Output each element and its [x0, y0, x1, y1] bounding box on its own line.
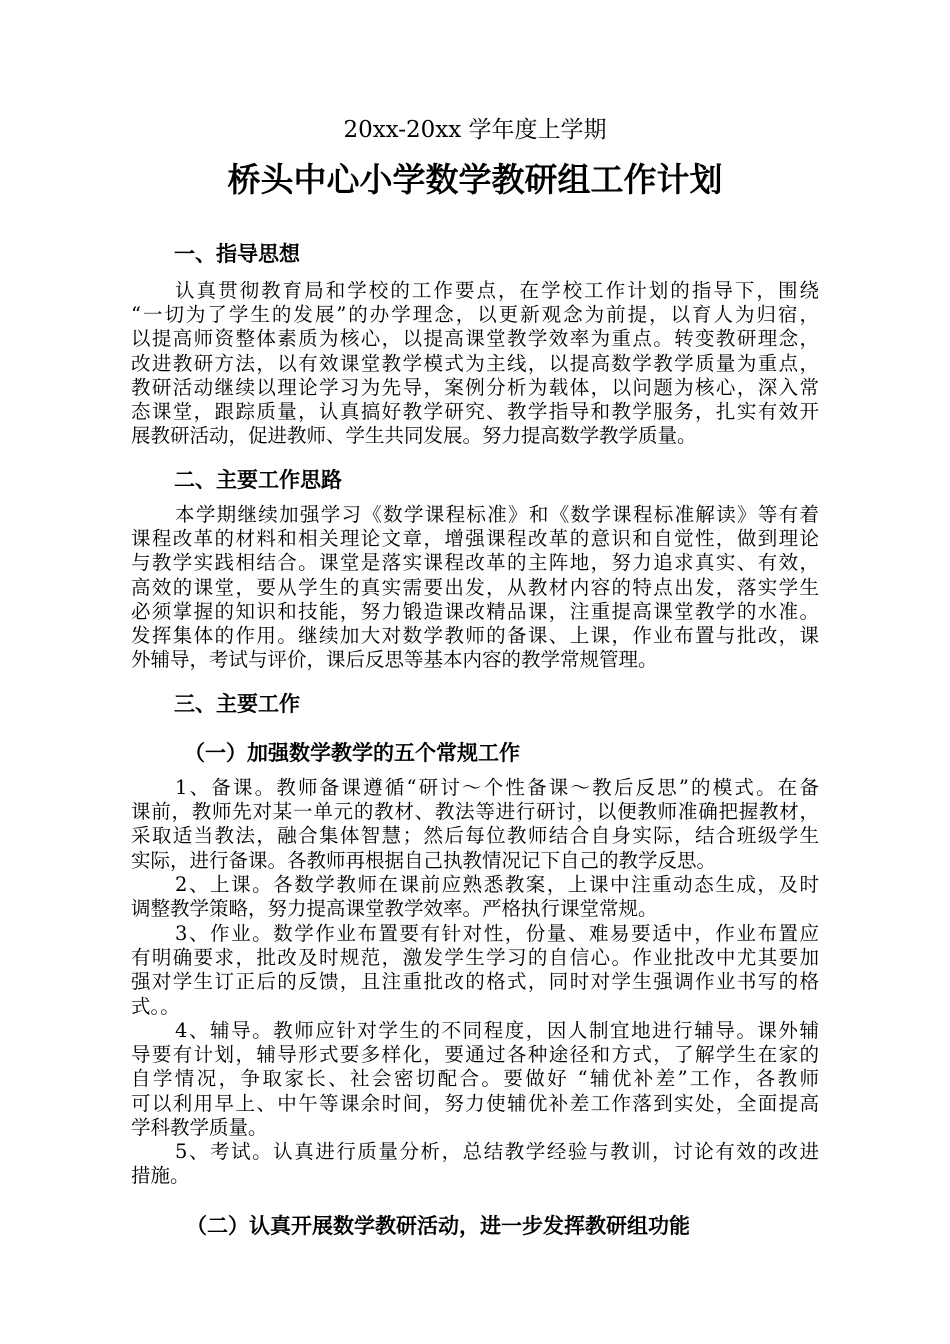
text-line: 调整教学策略，努力提高课堂教学效率。严格执行课堂常规。 — [131, 897, 658, 921]
text-line: 学科教学质量。 — [131, 1115, 268, 1139]
paragraph-teaching — [131, 873, 819, 921]
text-line: 有明确要求，批改及时规范，激发学生学习的自信心。作业批改中尤其要加 — [131, 946, 819, 970]
text-line: 教研活动继续以理论学习为先导，案例分析为载体，以问题为核心，深入常 — [131, 375, 819, 399]
text-line: 与教学实践相结合。课堂是落实课程改革的主阵地，努力追求真实、有效， — [131, 551, 819, 575]
text-line: 可以利用早上、中午等课余时间，努力使辅优补差工作落到实处，全面提高 — [131, 1091, 819, 1115]
text-line: 措施。 — [131, 1164, 190, 1188]
paragraph-tutoring — [131, 1019, 819, 1140]
text-line: 外辅导，考试与评价，课后反思等基本内容的教学常规管理。 — [131, 648, 658, 672]
text-line: 3、作业。数学作业布置要有针对性，份量、难易要适中，作业布置应 — [175, 922, 819, 945]
text-line: 1、备课。教师备课遵循“研讨～个性备课～教后反思”的模式。在备 — [175, 776, 819, 799]
text-line: 自学情况，争取家长、社会密切配合。要做好 “辅优补差”工作，各教师 — [131, 1067, 819, 1091]
paragraph-homework — [131, 922, 819, 1019]
text-line: 课程改革的材料和相关理论文章，增强课程改革的意识和自觉性，做到理论 — [131, 527, 819, 551]
text-line: 实际，进行备课。各教师再根据自己执教情况记下自己的教学反思。 — [131, 848, 717, 872]
paragraph-exams — [131, 1140, 819, 1188]
text-line: “一切为了学生的发展”的办学理念，以更新观念为前提，以育人为归宿， — [131, 303, 819, 327]
text-line: 以提高师资整体素质为核心，以提高课堂教学效率为重点。转变教研理念， — [131, 327, 819, 351]
document-subtitle: 20xx-20xx 学年度上学期 — [343, 117, 607, 143]
text-line: 态课堂，跟踪质量，认真搞好教学研究、教学指导和教学服务，扎实有效开 — [131, 400, 819, 424]
section-heading-work-approach: 二、主要工作思路 — [174, 468, 342, 492]
text-line: 发挥集体的作用。继续加大对数学教师的备课、上课，作业布置与批改，课 — [131, 624, 819, 648]
text-line: 采取适当教法，融合集体智慧；然后每位教师结合自身实际，结合班级学生 — [131, 824, 819, 848]
paragraph-work-approach — [131, 503, 819, 672]
text-line: 必须掌握的知识和技能，努力锻造课改精品课，注重提高课堂教学的水准。 — [131, 599, 819, 623]
document-title: 桥头中心小学数学教研组工作计划 — [227, 160, 723, 199]
subsection-heading-research-activities: （二）认真开展数学教研活动，进一步发挥教研组功能 — [186, 1214, 690, 1238]
section-heading-guiding-thought: 一、指导思想 — [174, 242, 300, 266]
text-line: 5、考试。认真进行质量分析，总结教学经验与教训，讨论有效的改进 — [175, 1140, 819, 1163]
text-line: 4、辅导。教师应针对学生的不同程度，因人制宜地进行辅导。课外辅 — [175, 1019, 819, 1042]
paragraph-lesson-prep — [131, 776, 819, 873]
text-line: 导要有计划，辅导形式要多样化，要通过各种途径和方式，了解学生在家的 — [131, 1043, 819, 1067]
text-line: 展教研活动，促进教师、学生共同发展。努力提高数学教学质量。 — [131, 424, 697, 448]
text-line: 式。。 — [131, 994, 180, 1018]
text-line: 2、上课。各数学教师在课前应熟悉教案，上课中注重动态生成，及时 — [175, 873, 819, 896]
text-line: 强对学生订正后的反馈，且注重批改的格式，同时对学生强调作业书写的格 — [131, 970, 819, 994]
text-line: 课前，教师先对某一单元的教材、教法等进行研讨，以便教师准确把握教材， — [131, 800, 819, 824]
paragraph-guiding-thought — [131, 279, 819, 448]
text-line: 高效的课堂，要从学生的真实需要出发，从教材内容的特点出发，落实学生 — [131, 575, 819, 599]
text-line: 改进教研方法，以有效课堂教学模式为主线，以提高数学教学质量为重点， — [131, 351, 819, 375]
text-line: 本学期继续加强学习《数学课程标准》和《数学课程标准解读》等有着 — [175, 503, 819, 526]
section-heading-main-work: 三、主要工作 — [174, 692, 300, 716]
subsection-heading-five-routines: （一）加强数学教学的五个常规工作 — [184, 741, 520, 765]
text-line: 认真贯彻教育局和学校的工作要点，在学校工作计划的指导下，围绕 — [175, 279, 819, 302]
